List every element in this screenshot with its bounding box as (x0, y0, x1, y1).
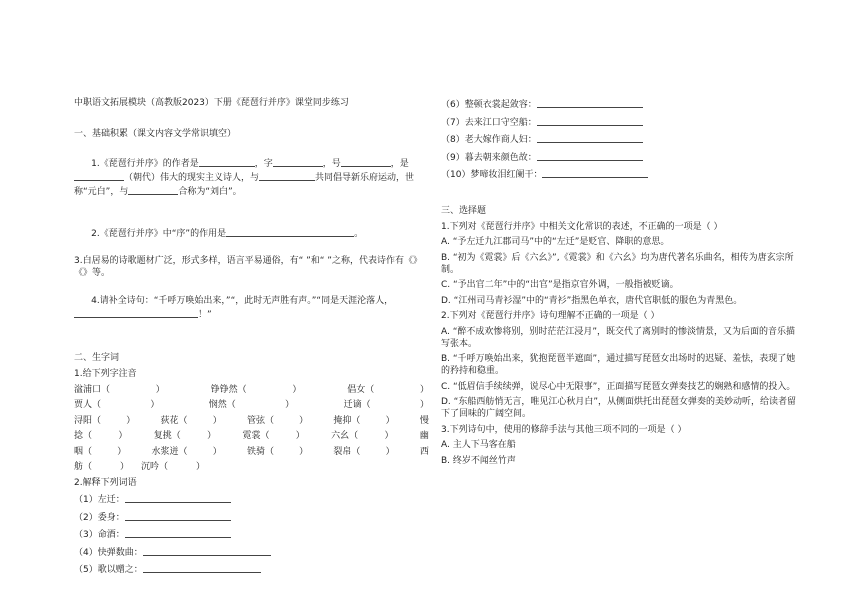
mc1-stem: 1.下列对《琵琶行并序》中相关文化常识的表述，不正确的一项是（ ） (441, 221, 723, 232)
pinyin-cell: ） (299, 415, 309, 426)
pinyin-cell: ） (212, 415, 222, 426)
mc1-option-d[interactable]: D. “江州司马青衫湿”中的“青衫”指黑色单衣，唐代官职低的服色为青黑色。 (441, 295, 743, 306)
mc2-option-b[interactable]: B. “千呼万唤始出来，犹抱琵琶半遮面”，通过描写琵琶女出场时的迟疑、羞怯，表现了她的矜持和稳重。 (441, 354, 796, 376)
mc1-option-a[interactable]: A. “予左迁九江郡司马”中的“左迁”是贬官、降职的意思。 (441, 237, 670, 247)
answer-blank[interactable] (537, 97, 643, 108)
pinyin-row (74, 399, 429, 411)
word-item (74, 562, 429, 576)
section3-heading: 三、选择题 (441, 205, 487, 216)
word-label: （8）老大嫁作商人妇： (441, 135, 537, 145)
pinyin-cell: 湓浦口（ (74, 384, 111, 395)
pinyin-cell: 水浆迸（ (151, 446, 188, 457)
section2-heading: 二、生字词 (74, 353, 120, 363)
answer-blank[interactable] (125, 510, 231, 521)
word-item (441, 115, 796, 129)
answer-blank[interactable] (143, 545, 271, 556)
mc2-option-d[interactable]: D. “东船西舫悄无言，唯见江心秋月白”，从侧面烘托出琵琶女弹奏的美妙动听，给读者留下了回味的广阔空间。 (441, 397, 796, 419)
blank[interactable] (199, 156, 255, 167)
q2-text: 2.《琵琶行并序》中“序”的作用是 (91, 228, 227, 239)
pinyin-cell: 复挑（ (153, 431, 181, 441)
q4-fill (74, 283, 429, 333)
word-label: （7）去来江口守空船： (441, 117, 537, 128)
pinyin-cell: 贾人（ (74, 400, 102, 410)
pinyin-cell: ） (299, 446, 309, 457)
word-item (441, 167, 796, 181)
answer-blank[interactable] (537, 115, 643, 126)
mc3-stem: 3.下列诗句中，使用的修辞手法与其他三项不同的一项是（ ） (441, 424, 687, 435)
q2-fill (74, 214, 429, 252)
q1-fill (74, 144, 429, 210)
word-label: （4）快弹数曲： (74, 547, 143, 558)
word-item (441, 132, 796, 146)
doc-title: 中职语文拓展模块（高教版2023）下册《琵琶行并序》课堂同步练习 (74, 98, 349, 108)
pinyin-cell: ） (207, 431, 217, 441)
q1-text-g: 合称为“刘白”。 (178, 187, 242, 197)
pinyin-subheading: 1.给下列字注音 (74, 369, 137, 379)
pinyin-cell: 幽 (419, 431, 429, 441)
pinyin-cell: ） (285, 400, 295, 410)
q4-text: 4.请补全诗句：“千呼万唤始出来，”“，此时无声胜有声。”“同是天涯沦落人， (91, 295, 394, 306)
word-label: （1）左迁： (74, 495, 125, 505)
pinyin-cell: ） (117, 446, 127, 457)
pinyin-cell: 舫（ (74, 462, 93, 472)
blank[interactable] (74, 307, 198, 318)
pinyin-cell: 六幺（ (331, 431, 359, 441)
q1-text-d: ，是 (390, 159, 409, 169)
answer-blank[interactable] (537, 150, 643, 161)
blank[interactable] (273, 156, 323, 167)
pinyin-row (74, 415, 429, 427)
section1-heading: 一、基础积累（课文内容文学常识填空） (74, 129, 237, 139)
word-label: （10）梦啼妆泪红阑干： (441, 170, 543, 180)
pinyin-cell: 铮铮然（ (210, 384, 247, 395)
answer-blank[interactable] (537, 132, 643, 143)
word-item (74, 510, 429, 524)
pinyin-cell: ） (385, 415, 395, 426)
mc1-option-b[interactable]: B. “初为《霓裳》后《六幺》”,《霓裳》和《六幺》均为唐代著名乐曲名，相传为唐玄宗所制。 (441, 252, 794, 275)
left-column (74, 97, 429, 580)
pinyin-cell: 裂帛（ (333, 446, 361, 457)
pinyin-row (74, 384, 429, 396)
answer-blank[interactable] (125, 527, 231, 538)
q1-text-c: ，号 (322, 159, 341, 169)
pinyin-cell: ） (419, 400, 429, 410)
pinyin-cell: 咽（ (74, 446, 93, 457)
word-item (74, 527, 429, 541)
pinyin-row (74, 446, 429, 458)
pinyin-cell: 倡女（ (347, 384, 375, 395)
mc2-stem: 2.下列对《琵琶行并序》诗句理解不正确的一项是（ ） (441, 311, 660, 321)
pinyin-cell: 浔阳（ (74, 415, 102, 426)
pinyin-cell: ） (126, 415, 136, 426)
pinyin-cell: ） (419, 384, 429, 395)
pinyin-cell: ） (212, 446, 222, 457)
pinyin-cell: ） (385, 446, 395, 457)
words-subheading: 2.解释下列词语 (74, 477, 137, 488)
q1-text-f: 共同倡导新乐府运动，世称“元白”，与 (74, 173, 415, 197)
answer-blank[interactable] (125, 492, 231, 503)
blank[interactable] (341, 156, 391, 167)
blank[interactable] (259, 170, 315, 181)
q3-fill: 3.白居易的诗歌题材广泛，形式多样，语言平易通俗，有“ ”和“ ”之称，代表诗作有《》《》等。 (74, 256, 422, 278)
word-item (441, 150, 796, 164)
q1-text-e: （朝代）伟大的现实主义诗人，与 (124, 173, 260, 183)
word-item (74, 545, 429, 559)
word-item (74, 492, 429, 506)
right-column (441, 97, 796, 470)
pinyin-cell: 管弦（ (246, 415, 274, 426)
pinyin-cell: ） (155, 384, 165, 395)
answer-blank[interactable] (143, 562, 261, 573)
mc3-option-b[interactable]: B. 终岁不闻丝竹声 (441, 455, 516, 466)
pinyin-cell: ） (118, 431, 128, 441)
pinyin-cell: 西 (419, 446, 429, 457)
q1-text-a: 1.《琵琶行并序》的作者是 (91, 159, 199, 169)
pinyin-cell: 铁骑（ (246, 446, 274, 457)
q2-end: 。 (354, 228, 364, 239)
pinyin-cell: 捻（ (74, 431, 93, 441)
pinyin-cell: ） (384, 431, 394, 441)
pinyin-cell: ） (120, 462, 130, 472)
pinyin-cell: 掩抑（ (333, 415, 361, 426)
pinyin-row (74, 461, 429, 473)
q1-text-b: ，字 (254, 159, 273, 169)
mc2-option-c[interactable]: C. “低眉信手续续弹，说尽心中无限事”，正面描写琵琶女弹奏技艺的娴熟和感情的投入。 (441, 381, 796, 392)
word-label: （5）歌以赠之： (74, 565, 143, 575)
pinyin-cell: 慢 (419, 415, 429, 426)
pinyin-cell: ） (196, 462, 206, 472)
blank[interactable] (74, 170, 124, 181)
pinyin-rows (74, 384, 429, 474)
pinyin-cell: 霓裳（ (242, 431, 270, 441)
word-rows (74, 492, 429, 576)
pinyin-cell: 沉吟（ (141, 462, 169, 472)
mc1-option-c[interactable]: C. “予出官二年”中的“出官”是指京官外调，一般指被贬谪。 (441, 280, 679, 290)
mc2-option-a[interactable]: A. “醉不成欢惨将别，别时茫茫江浸月”，既交代了离别时的惨淡情景，又为后面的音乐描写张本。 (441, 326, 796, 349)
mc3-option-a[interactable]: A. 主人下马客在船 (441, 440, 516, 450)
pinyin-cell: ） (295, 431, 305, 441)
pinyin-cell: 悯然（ (208, 400, 236, 410)
pinyin-row (74, 430, 429, 442)
pinyin-cell: 荻花（ (160, 415, 188, 426)
blank[interactable] (226, 226, 354, 237)
blank[interactable] (128, 184, 178, 195)
word-label: （3）命酒： (74, 530, 125, 540)
q4-end: ！” (198, 309, 212, 320)
word-rows-continued (441, 97, 796, 181)
word-item (441, 97, 796, 111)
word-label: （9）暮去朝来颜色故： (441, 152, 537, 163)
answer-blank[interactable] (542, 167, 648, 178)
pinyin-cell: ） (150, 400, 160, 410)
word-label: （6）整顿衣裳起敛容： (441, 100, 537, 110)
pinyin-cell: 迁谪（ (343, 400, 371, 410)
pinyin-cell: ） (292, 384, 302, 395)
word-label: （2）委身： (74, 512, 125, 523)
